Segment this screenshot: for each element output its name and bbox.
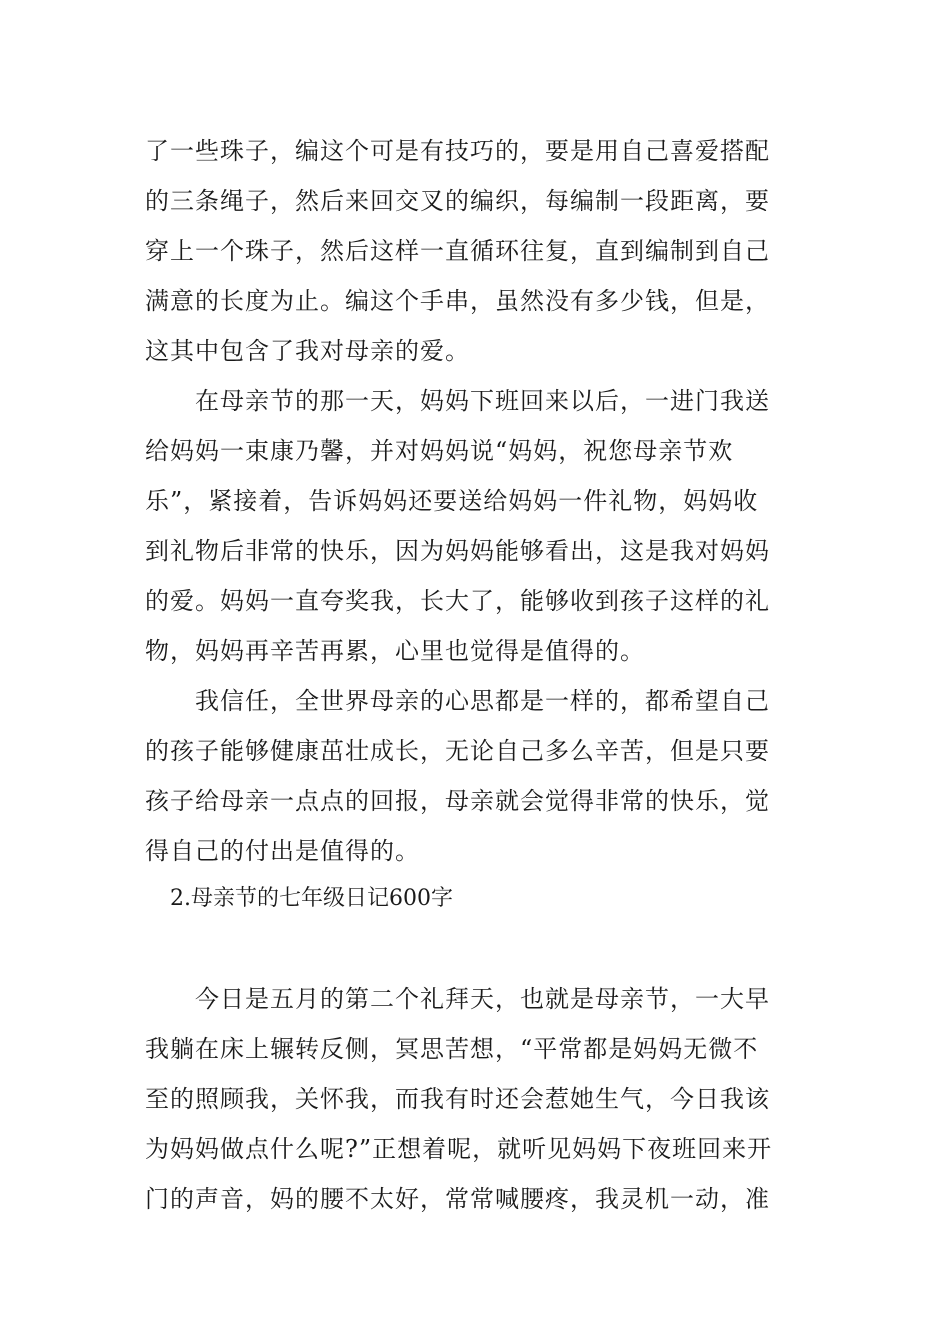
text-line: 了一些珠子，编这个可是有技巧的，要是用自己喜爱搭配: [145, 137, 770, 165]
text-line: 我躺在床上辗转反侧，冥思苦想，“平常都是妈妈无微不: [145, 1035, 759, 1063]
text-line: 孩子给母亲一点点的回报，母亲就会觉得非常的快乐，觉: [145, 787, 770, 815]
text-line: 给妈妈一束康乃馨，并对妈妈说“妈妈，祝您母亲节欢: [145, 437, 734, 465]
text-line: 的爱。妈妈一直夸奖我，长大了，能够收到孩子这样的礼: [145, 587, 770, 615]
text-line: 至的照顾我，关怀我，而我有时还会惹她生气，今日我该: [145, 1085, 770, 1113]
text-line: 乐”，紧接着，告诉妈妈还要送给妈妈一件礼物，妈妈收: [145, 487, 759, 515]
text-line: 物，妈妈再辛苦再累，心里也觉得是值得的。: [145, 637, 645, 665]
text-line: 门的声音，妈的腰不太好，常常喊腰疼，我灵机一动，准: [145, 1185, 770, 1213]
text-line: 满意的长度为止。编这个手串，虽然没有多少钱，但是，: [145, 287, 770, 315]
section-heading: 2.母亲节的七年级日记600字: [170, 886, 453, 911]
text-line: 为妈妈做点什么呢?”正想着呢，就听见妈妈下夜班回来开: [145, 1135, 773, 1163]
text-line: 到礼物后非常的快乐，因为妈妈能够看出，这是我对妈妈: [145, 537, 770, 565]
text-line: 穿上一个珠子，然后这样一直循环往复，直到编制到自己: [145, 237, 770, 265]
text-line: 在母亲节的那一天，妈妈下班回来以后，一进门我送: [145, 387, 770, 415]
text-line: 这其中包含了我对母亲的爱。: [145, 337, 470, 365]
text-line: 的孩子能够健康茁壮成长，无论自己多么辛苦，但是只要: [145, 737, 770, 765]
text-line: 的三条绳子，然后来回交叉的编织，每编制一段距离，要: [145, 187, 770, 215]
text-line: 得自己的付出是值得的。: [145, 837, 420, 865]
text-line: 今日是五月的第二个礼拜天，也就是母亲节，一大早: [145, 985, 770, 1013]
text-line: 我信任，全世界母亲的心思都是一样的，都希望自己: [145, 687, 770, 715]
